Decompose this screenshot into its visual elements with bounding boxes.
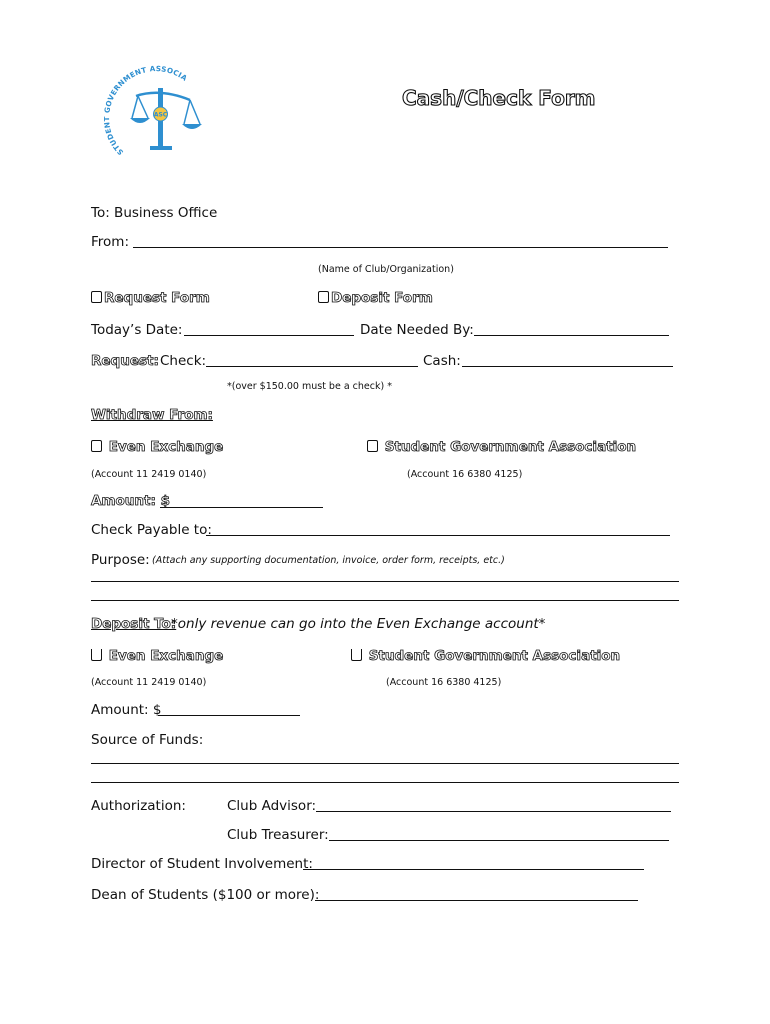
from-caption: (Name of Club/Organization): [318, 264, 454, 275]
cash-label: Cash:: [423, 353, 461, 369]
cash-amount-field[interactable]: [462, 366, 673, 367]
withdraw-sga-checkbox[interactable]: [367, 440, 378, 452]
svg-text:STUDENT GOVERNMENT ASSOCIATION: [104, 62, 189, 157]
form-title: Cash/Check Form: [402, 86, 596, 110]
deposit-even-account: (Account 11 2419 0140): [91, 677, 207, 688]
request-form-checkbox[interactable]: [91, 291, 102, 303]
deposit-sga-option[interactable]: [351, 648, 620, 664]
check-amount-field[interactable]: [206, 366, 418, 367]
deposit-even-exchange-checkbox[interactable]: [91, 649, 102, 661]
dean-field[interactable]: [315, 900, 638, 901]
purpose-line-2[interactable]: [91, 600, 679, 601]
withdraw-even-exchange-option[interactable]: [91, 439, 223, 455]
withdraw-heading: Withdraw From:: [91, 407, 213, 423]
director-field[interactable]: [303, 869, 644, 870]
withdraw-even-exchange-checkbox[interactable]: [91, 440, 102, 452]
withdraw-sga-label: Student Government Association: [384, 439, 637, 455]
purpose-label: Purpose:: [91, 552, 150, 568]
deposit-form-label: Deposit Form: [331, 290, 433, 306]
check-payable-label: Check Payable to:: [91, 522, 212, 538]
withdraw-amount-field[interactable]: [160, 507, 323, 508]
source-of-funds-label: Source of Funds:: [91, 732, 204, 748]
request-label: Request:: [91, 353, 159, 369]
withdraw-amount-label: Amount: $: [91, 493, 170, 509]
director-label: Director of Student Involvement:: [91, 856, 313, 872]
request-form-label: Request Form: [104, 290, 210, 306]
source-line-1[interactable]: [91, 763, 679, 764]
from-field[interactable]: [133, 247, 668, 248]
date-needed-field[interactable]: [474, 335, 669, 336]
withdraw-sga-option[interactable]: [367, 439, 636, 455]
dean-label: Dean of Students ($100 or more):: [91, 887, 320, 903]
deposit-even-exchange-option[interactable]: [91, 648, 223, 664]
purpose-hint: (Attach any supporting documentation, invoice, order form, receipts, etc.): [152, 555, 505, 566]
deposit-amount-label: Amount: $: [91, 702, 162, 718]
source-line-2[interactable]: [91, 782, 679, 783]
club-treasurer-label: Club Treasurer:: [227, 827, 329, 843]
deposit-sga-label: Student Government Association: [368, 648, 621, 664]
check-payable-field[interactable]: [206, 535, 670, 536]
check-note: *(over $150.00 must be a check) *: [227, 381, 392, 392]
deposit-sga-checkbox[interactable]: [351, 649, 362, 661]
purpose-line-1[interactable]: [91, 581, 679, 582]
deposit-note: *only revenue can go into the Even Exchange account*: [171, 616, 546, 632]
to-line: To: Business Office: [91, 205, 218, 221]
request-form-option[interactable]: [91, 290, 210, 306]
withdraw-even-exchange-label: Even Exchange: [108, 439, 224, 455]
withdraw-even-account: (Account 11 2419 0140): [91, 469, 207, 480]
club-advisor-label: Club Advisor:: [227, 798, 317, 814]
deposit-sga-account: (Account 16 6380 4125): [386, 677, 502, 688]
deposit-even-exchange-label: Even Exchange: [108, 648, 224, 664]
deposit-heading: Deposit To:: [91, 616, 177, 632]
logo-ring-text: STUDE OVERNMENT ASSOCIA: [104, 64, 189, 157]
todays-date-label: Today’s Date:: [91, 322, 183, 338]
deposit-amount-field[interactable]: [158, 715, 300, 716]
date-needed-label: Date Needed By:: [360, 322, 474, 338]
logo-center-text: ASC: [153, 111, 168, 119]
todays-date-field[interactable]: [184, 335, 354, 336]
club-treasurer-field[interactable]: [329, 840, 669, 841]
from-label: From:: [91, 234, 129, 250]
withdraw-sga-account: (Account 16 6380 4125): [407, 469, 523, 480]
check-label: Check:: [160, 353, 207, 369]
scales-of-justice-icon: [104, 62, 204, 162]
authorization-label: Authorization:: [91, 798, 186, 814]
deposit-form-checkbox[interactable]: [318, 291, 329, 303]
deposit-form-option[interactable]: [318, 290, 433, 306]
club-advisor-field[interactable]: [316, 811, 671, 812]
sga-logo: [104, 62, 204, 162]
